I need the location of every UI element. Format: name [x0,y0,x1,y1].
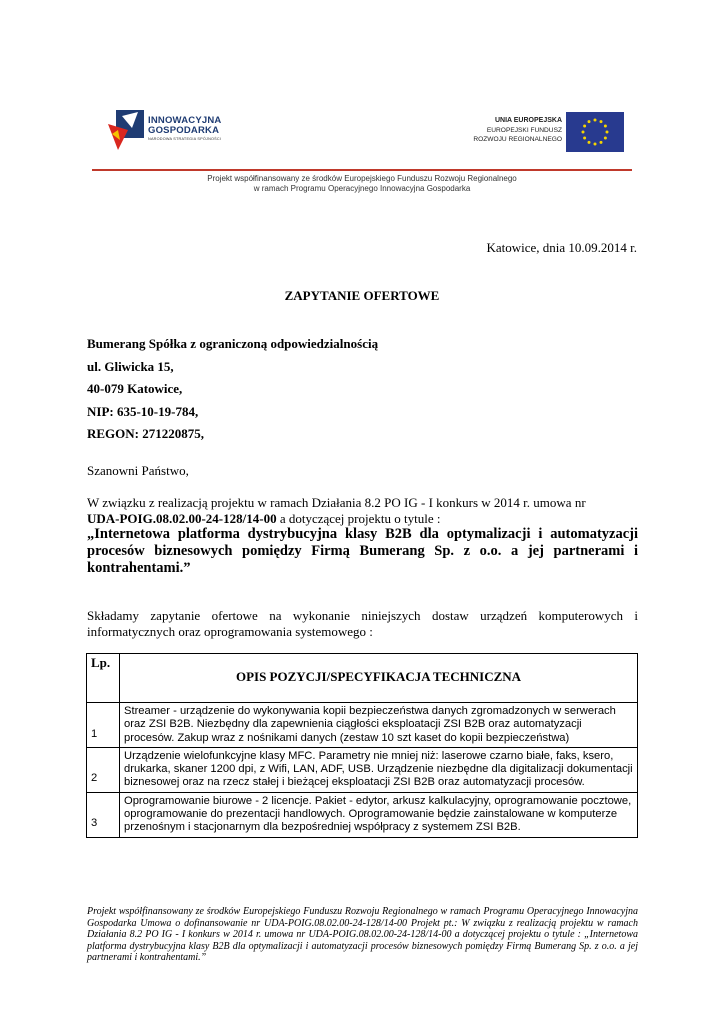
footer-note: Projekt współfinansowany ze środków Europejskiego Funduszu Rozwoju Regionalnego w ramach Programu Operacyjnego Innowacyjna Gospodarka Umowa o dofinansowanie nr UDA-POIG.08.02.00-24-128/14-00 Projekt pt.: W związku z realizacją projektu w ramach Działania 8.2 PO IG - I konkurs w 2014 r. umowa nr UDA-POIG.08.02.00-24-128/14-00 a dotyczącej projektu o tytule : „Internetowa platforma dystrybucyjna klasy B2B dla optymalizacji i automatyzacji procesów biznesowych pomiędzy Firmą Bumerang Sp. z o.o. a jej partnerami i kontrahentami.” [87,906,638,963]
column-header-lp: Lp. [87,654,120,703]
eu-logo-line-2: EUROPEJSKI FUNDUSZ [486,126,562,134]
header-note-line-2: w ramach Programu Operacyjnego Innowacyjna Gospodarka [253,184,471,193]
eu-logo [468,112,626,154]
eu-star-icon [582,131,585,134]
row-number: 3 [87,792,120,837]
eu-logo-line-1: UNIA EUROPEJSKA [494,117,562,124]
recipient-street: ul. Gliwicka 15, [87,358,174,374]
header-cofinancing-note [92,174,632,194]
greeting: Szanowni Państwo, [87,463,189,478]
innowacyjna-gospodarka-icon [108,110,144,150]
eu-star-icon [604,125,607,128]
row-description: Oprogramowanie biurowe - 2 licencje. Pakiet - edytor, arkusz kalkulacyjny, oprogramowanie pocztowe, oprogramowanie do prezentacji handlowych. Oprogramowanie będzie zainstalowane w komputerze przenośnym i stacjonarnym dla bezpośredniej współpracy z systemem ZSI B2B. [120,792,638,837]
eu-star-icon [606,131,609,134]
logo-line-3: NARODOWA STRATEGIA SPÓJNOŚCI [148,137,222,141]
header-divider [92,169,632,171]
row-number: 1 [87,703,120,748]
recipient-regon: REGON: 271220875, [87,426,204,441]
table-row [87,703,638,748]
eu-star-icon [594,143,597,146]
recipient-name: Bumerang Spółka z ograniczoną odpowiedzialnością [87,336,379,351]
project-title: „Internetowa platforma dystrybucyjna klasy B2B dla optymalizacji i automatyzacji procesów biznesowych pomiędzy Firmą Bumerang Sp. z o.o. a jej partnerami i kontrahentami.” [87,526,638,576]
row-description: Streamer - urządzenie do wykonywania kopii bezpieczeństwa danych zgromadzonych w serwerach oraz ZSI B2B. Niezbędny dla zapewnienia ciągłości eksploatacji ZSI B2B oraz automatyzacji procesów. Zakup wraz z nośnikami danych (zestaw 10 szt kaset do kopii bezpieczeństwa) [120,703,638,748]
eu-star-icon [583,125,586,128]
eu-star-icon [588,141,591,144]
recipient-city: 40-079 Katowice, [87,381,183,396]
logo-line-1: INNOWACYJNA [148,115,222,126]
table-row [87,792,638,837]
document-title: ZAPYTANIE OFERTOWE [284,288,440,303]
eu-star-icon [604,137,607,140]
eu-star-icon [583,137,586,140]
eu-star-icon [600,120,603,123]
eu-flag-icon [566,112,624,152]
eu-star-icon [594,119,597,122]
specification-table [86,653,638,838]
table-row [87,747,638,792]
table-header-row [87,654,638,703]
request-paragraph: Składamy zapytanie ofertowe na wykonanie niniejszych dostaw urządzeń komputerowych i informatycznych oraz oprogramowania systemowego : [87,608,638,639]
contract-number: UDA-POIG.08.02.00-24-128/14-00 [87,510,277,526]
logo-line-2: GOSPODARKA [148,125,220,136]
innowacyjna-gospodarka-logo [108,110,238,150]
row-description: Urządzenie wielofunkcyjne klasy MFC. Parametry nie mniej niż: laserowe czarno białe, faks, ksero, drukarka, skaner 1200 dpi, z Wifi, LAN, ADF, USB. Urządzenie niezbędne dla digitalizacji dokumentacji biznesowej oraz na rzecz stałej i bieżącej eksploatacji ZSI B2B oraz automatyzacji procesów. [120,747,638,792]
intro-paragraph [87,495,638,577]
column-header-description: OPIS POZYCJI/SPECYFIKACJA TECHNICZNA [120,654,638,703]
eu-star-icon [588,120,591,123]
recipient-address [87,333,378,446]
row-number: 2 [87,747,120,792]
intro-text-1: W związku z realizacją projektu w ramach Działania 8.2 PO IG - I konkurs w 2014 r. umowa nr [87,495,586,510]
document-date: Katowice, dnia 10.09.2014 r. [486,240,637,255]
header-note-line-1: Projekt współfinansowany ze środków Europejskiego Funduszu Rozwoju Regionalnego [207,174,517,183]
intro-text-2: a dotyczącej projektu o tytule : [276,510,441,526]
recipient-nip: NIP: 635-10-19-784, [87,403,199,419]
eu-logo-line-3: ROZWOJU REGIONALNEGO [473,136,562,143]
eu-star-icon [600,141,603,144]
